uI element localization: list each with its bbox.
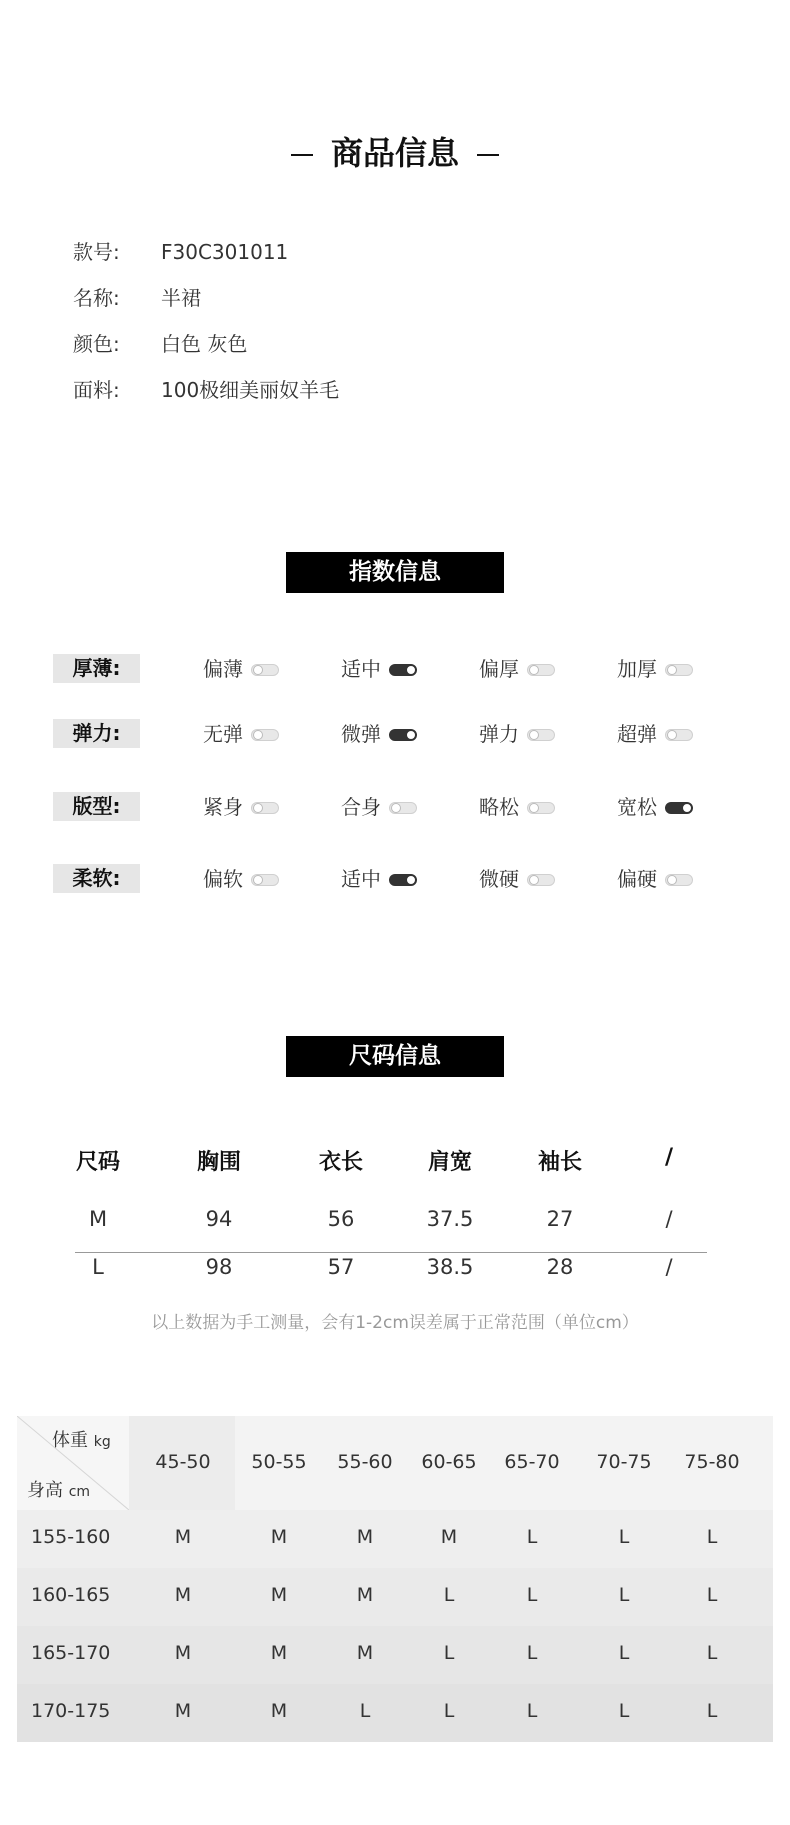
- wh-table-row: [17, 1684, 773, 1742]
- toggle-knob: [406, 730, 416, 740]
- index-option-label: 加厚: [617, 657, 657, 681]
- index-option: [479, 719, 555, 748]
- size-table-cell: /: [665, 1255, 673, 1279]
- toggle-on-icon: [665, 802, 693, 814]
- size-table-cell: M: [88, 1207, 108, 1231]
- index-option-label: 偏薄: [203, 657, 243, 681]
- recommended-size-cell: M: [356, 1642, 374, 1664]
- index-option: [479, 792, 555, 821]
- size-table-header: 肩宽: [427, 1150, 472, 1175]
- index-option-label: 略松: [479, 795, 519, 819]
- toggle-on-icon: [389, 729, 417, 741]
- index-option-label: 偏硬: [617, 867, 657, 891]
- product-info-title: [0, 128, 790, 174]
- recommended-size-cell: M: [174, 1526, 192, 1548]
- size-table-cell: /: [665, 1207, 673, 1231]
- wh-table-row: [17, 1626, 773, 1684]
- index-option-label: 适中: [341, 867, 381, 891]
- toggle-knob: [682, 803, 692, 813]
- info-value: 白色 灰色: [161, 332, 248, 356]
- toggle-off-icon: [665, 874, 693, 886]
- toggle-off-icon: [527, 664, 555, 676]
- toggle-off-icon: [527, 802, 555, 814]
- recommended-size-cell: L: [618, 1584, 630, 1606]
- size-table-divider: [75, 1252, 707, 1253]
- height-range-label: 170-175: [31, 1700, 111, 1722]
- size-table-cell: L: [92, 1255, 104, 1279]
- toggle-knob: [667, 730, 677, 740]
- index-option: [341, 719, 417, 748]
- index-option-label: 微弹: [341, 722, 381, 746]
- weight-range-header: 60-65: [421, 1451, 477, 1473]
- recommended-size-cell: M: [270, 1700, 288, 1722]
- size-table-cell: 94: [205, 1207, 233, 1231]
- index-option-label: 宽松: [617, 795, 657, 819]
- index-option: [203, 792, 279, 821]
- size-info-banner: 尺码信息: [286, 1036, 504, 1077]
- index-option-label: 无弹: [203, 722, 243, 746]
- weight-range-header: 65-70: [504, 1451, 560, 1473]
- toggle-off-icon: [527, 874, 555, 886]
- toggle-off-icon: [665, 664, 693, 676]
- index-option: [617, 719, 693, 748]
- recommended-size-cell: M: [270, 1526, 288, 1548]
- index-option-label: 弹力: [479, 722, 519, 746]
- info-label: 款号:: [73, 240, 120, 264]
- weight-height-table: [17, 1416, 773, 1742]
- toggle-on-icon: [389, 664, 417, 676]
- toggle-knob: [406, 665, 416, 675]
- toggle-off-icon: [251, 802, 279, 814]
- index-option-label: 偏厚: [479, 657, 519, 681]
- index-option-label: 微硬: [479, 867, 519, 891]
- index-option: [617, 864, 693, 893]
- wh-rows: [17, 1510, 773, 1742]
- recommended-size-cell: L: [443, 1642, 455, 1664]
- index-option: [479, 654, 555, 683]
- toggle-knob: [529, 665, 539, 675]
- recommended-size-cell: L: [526, 1700, 538, 1722]
- size-table-cell: 56: [327, 1207, 355, 1231]
- index-option: [341, 654, 417, 683]
- toggle-knob: [391, 803, 401, 813]
- toggle-knob: [529, 875, 539, 885]
- wh-table-row: [17, 1510, 773, 1568]
- size-table-cell: 37.5: [426, 1207, 474, 1231]
- index-option: [341, 864, 417, 893]
- info-row-name: [73, 282, 201, 312]
- size-table-header: 胸围: [196, 1150, 241, 1175]
- info-row-fabric: [73, 374, 339, 404]
- index-row-label: 柔软:: [53, 864, 140, 893]
- toggle-knob: [406, 875, 416, 885]
- index-option: [341, 792, 417, 821]
- title-dash-right: [477, 154, 499, 156]
- toggle-on-icon: [389, 874, 417, 886]
- toggle-off-icon: [389, 802, 417, 814]
- index-option-label: 紧身: [203, 795, 243, 819]
- index-row-label: 厚薄:: [53, 654, 140, 683]
- index-option-label: 超弹: [617, 722, 657, 746]
- index-option: [617, 654, 693, 683]
- wh-corner-cell: [17, 1416, 129, 1510]
- index-option-label: 偏软: [203, 867, 243, 891]
- size-table-header: 袖长: [537, 1150, 582, 1175]
- recommended-size-cell: M: [440, 1526, 458, 1548]
- height-label-text: 身高: [27, 1480, 63, 1501]
- info-label: 面料:: [73, 378, 120, 402]
- index-row-label: 版型:: [53, 792, 140, 821]
- toggle-off-icon: [251, 664, 279, 676]
- index-row-label: 弹力:: [53, 719, 140, 748]
- recommended-size-cell: L: [443, 1584, 455, 1606]
- index-option: [203, 719, 279, 748]
- recommended-size-cell: M: [356, 1584, 374, 1606]
- wh-header-row: [17, 1416, 773, 1510]
- info-label: 名称:: [73, 286, 120, 310]
- toggle-off-icon: [527, 729, 555, 741]
- weight-range-header: 55-60: [337, 1451, 393, 1473]
- toggle-knob: [529, 803, 539, 813]
- recommended-size-cell: M: [174, 1642, 192, 1664]
- weight-range-header: 75-80: [684, 1451, 740, 1473]
- size-table-header: 尺码: [75, 1150, 120, 1175]
- height-range-label: 165-170: [31, 1642, 111, 1664]
- toggle-knob: [253, 875, 263, 885]
- toggle-off-icon: [251, 729, 279, 741]
- size-table-header: 衣长: [318, 1150, 363, 1175]
- recommended-size-cell: M: [356, 1526, 374, 1548]
- toggle-knob: [529, 730, 539, 740]
- info-value: F30C301011: [161, 240, 289, 264]
- recommended-size-cell: L: [443, 1700, 455, 1722]
- recommended-size-cell: L: [618, 1526, 630, 1548]
- index-option-label: 合身: [341, 795, 381, 819]
- index-option-label: 适中: [341, 657, 381, 681]
- index-option: [203, 864, 279, 893]
- recommended-size-cell: M: [174, 1584, 192, 1606]
- recommended-size-cell: L: [618, 1700, 630, 1722]
- height-range-label: 155-160: [31, 1526, 111, 1548]
- recommended-size-cell: L: [706, 1526, 718, 1548]
- index-option: [203, 654, 279, 683]
- toggle-off-icon: [665, 729, 693, 741]
- product-info-title-text: 商品信息: [330, 134, 459, 172]
- index-option: [617, 792, 693, 821]
- size-table-cell: 38.5: [426, 1255, 474, 1279]
- index-info-banner: 指数信息: [286, 552, 504, 593]
- recommended-size-cell: L: [526, 1642, 538, 1664]
- recommended-size-cell: L: [526, 1526, 538, 1548]
- info-label: 颜色:: [73, 332, 120, 356]
- recommended-size-cell: M: [174, 1700, 192, 1722]
- weight-range-header: 70-75: [596, 1451, 652, 1473]
- info-row-color: [73, 328, 247, 358]
- wh-table-row: [17, 1568, 773, 1626]
- toggle-knob: [253, 803, 263, 813]
- size-table-cell: 57: [327, 1255, 355, 1279]
- toggle-knob: [667, 665, 677, 675]
- weight-range-header: 50-55: [251, 1451, 307, 1473]
- size-table-cell: 28: [546, 1255, 574, 1279]
- info-row-style-no: [73, 236, 288, 266]
- height-label: [27, 1476, 90, 1502]
- toggle-knob: [253, 665, 263, 675]
- size-table-cell: 98: [205, 1255, 233, 1279]
- recommended-size-cell: L: [706, 1584, 718, 1606]
- toggle-off-icon: [251, 874, 279, 886]
- size-table-header: /: [664, 1145, 674, 1170]
- weight-label-text: 体重: [52, 1430, 88, 1451]
- size-note: 以上数据为手工测量，会有1-2cm误差属于正常范围（单位cm）: [151, 1313, 639, 1333]
- toggle-knob: [667, 875, 677, 885]
- recommended-size-cell: L: [706, 1700, 718, 1722]
- index-option: [479, 864, 555, 893]
- title-dash-left: [291, 154, 313, 156]
- weight-unit: kg: [93, 1434, 111, 1450]
- size-table-cell: 27: [546, 1207, 574, 1231]
- info-value: 100极细美丽奴羊毛: [161, 378, 340, 402]
- info-value: 半裙: [161, 286, 201, 310]
- height-range-label: 160-165: [31, 1584, 111, 1606]
- height-unit: cm: [68, 1484, 91, 1500]
- weight-range-header: 45-50: [155, 1451, 211, 1473]
- recommended-size-cell: L: [618, 1642, 630, 1664]
- weight-label: [52, 1426, 111, 1452]
- recommended-size-cell: L: [706, 1642, 718, 1664]
- recommended-size-cell: M: [270, 1584, 288, 1606]
- recommended-size-cell: L: [526, 1584, 538, 1606]
- recommended-size-cell: M: [270, 1642, 288, 1664]
- toggle-knob: [253, 730, 263, 740]
- recommended-size-cell: L: [359, 1700, 371, 1722]
